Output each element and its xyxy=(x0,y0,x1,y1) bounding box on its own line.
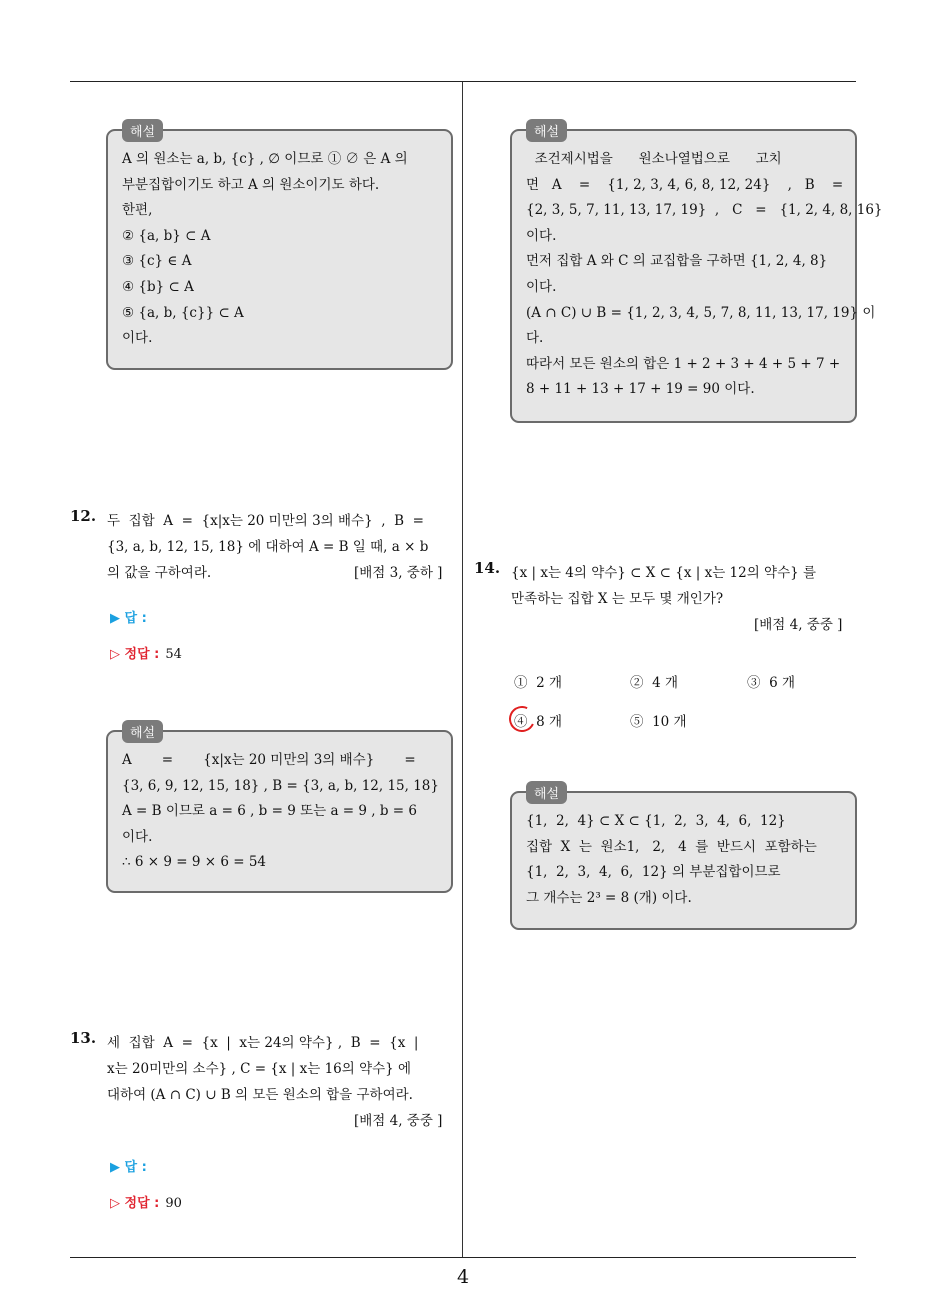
choice-4[interactable]: ④ 8 개 xyxy=(514,714,563,730)
solution-box-13 xyxy=(510,125,883,423)
page-number: 4 xyxy=(456,1266,470,1288)
solution-line: A = {x|x는 20 미만의 3의 배수} = xyxy=(122,752,416,768)
solution-tag: 해설 xyxy=(122,720,163,743)
solution-box-11 xyxy=(106,125,453,370)
solution-line: 이다. xyxy=(122,330,153,347)
choice-1[interactable]: ① 2 개 xyxy=(514,675,563,691)
choice-3[interactable]: ③ 6 개 xyxy=(747,675,796,691)
question-number-12: 12. xyxy=(70,507,97,525)
answer-circle-mark xyxy=(505,702,538,735)
correct-answer-12 xyxy=(110,643,182,662)
solution-tag: 해설 xyxy=(526,781,567,804)
solution-line: {1, 2, 3, 4, 6, 12} 의 부분집합이므로 xyxy=(526,864,781,881)
question-14-line: 만족하는 집합 X 는 모두 몇 개인가? xyxy=(511,591,724,607)
solution-tag: 해설 xyxy=(122,119,163,142)
solution-line: ⑤ {a, b, {c}} ⊂ A xyxy=(122,304,244,321)
solution-line: {1, 2, 4} ⊂ X ⊂ {1, 2, 3, 4, 6, 12} xyxy=(526,813,786,829)
solution-line: 8 + 11 + 13 + 17 + 19 = 90 이다. xyxy=(526,381,755,398)
choice-5[interactable]: ⑤ 10 개 xyxy=(630,714,687,730)
solution-line: A = B 이므로 a = 6 , b = 9 또는 a = 9 , b = 6 xyxy=(122,803,417,820)
question-number-14: 14. xyxy=(474,559,501,577)
solution-line: ∴ 6 × 9 = 9 × 6 = 54 xyxy=(122,854,266,871)
correct-value-13: 90 xyxy=(165,1196,182,1211)
question-13-line: 대하여 (A ∩ C) ∪ B 의 모든 원소의 합을 구하여라. xyxy=(107,1087,413,1103)
answer-label-13: ▶ 답 : xyxy=(110,1160,147,1175)
solution-line: 조건제시법을 원소나열법으로 고치 xyxy=(526,151,782,167)
solution-line: 부분집합이기도 하고 A 의 원소이기도 하다. xyxy=(122,176,380,193)
question-14-difficulty: [배점 4, 중중 ] xyxy=(754,617,843,633)
solution-tag: 해설 xyxy=(526,119,567,142)
solution-box-14 xyxy=(510,787,857,930)
correct-answer-13 xyxy=(110,1192,182,1211)
solution-line: 이다. xyxy=(526,227,557,244)
footer-rule xyxy=(70,1257,856,1258)
solution-box-12 xyxy=(106,726,453,893)
question-14-line: {x | x는 4의 약수} ⊂ X ⊂ {x | x는 12의 약수} 를 xyxy=(511,565,817,581)
solution-line: 먼저 집합 A 와 C 의 교집합을 구하면 {1, 2, 4, 8} xyxy=(526,253,828,270)
solution-line: 그 개수는 2³ = 8 (개) 이다. xyxy=(526,889,692,906)
solution-line: ④ {b} ⊂ A xyxy=(122,278,194,295)
choice-2[interactable]: ② 4 개 xyxy=(630,675,679,691)
solution-line: 이다. xyxy=(526,278,557,295)
header-rule xyxy=(70,81,856,82)
solution-line: {3, 6, 9, 12, 15, 18} , B = {3, a, b, 12, 15, 18} xyxy=(122,777,439,794)
question-12-difficulty: [배점 3, 중하 ] xyxy=(354,565,443,581)
solution-line: 따라서 모든 원소의 합은 1 + 2 + 3 + 4 + 5 + 7 + xyxy=(526,355,841,372)
question-12-line: 의 값을 구하여라. xyxy=(107,565,212,581)
question-13-difficulty: [배점 4, 중중 ] xyxy=(354,1113,443,1129)
solution-line: 한편, xyxy=(122,202,153,219)
answer-label-12: ▶ 답 : xyxy=(110,611,147,626)
solution-line: 면 A = {1, 2, 3, 4, 6, 8, 12, 24} , B = xyxy=(526,176,844,193)
question-13-line: x는 20미만의 소수} , C = {x | x는 16의 약수} 에 xyxy=(107,1061,412,1077)
solution-line: 이다. xyxy=(122,828,153,845)
solution-line: A 의 원소는 a, b, {c} , ∅ 이므로 ① ∅ 은 A 의 xyxy=(122,151,408,167)
correct-value-12: 54 xyxy=(165,647,182,662)
solution-line: 다. xyxy=(526,330,544,347)
question-12-line: 두 집합 A = {x|x는 20 미만의 3의 배수} , B = xyxy=(107,513,424,529)
solution-line: ② {a, b} ⊂ A xyxy=(122,227,211,244)
solution-line: (A ∩ C) ∪ B = {1, 2, 3, 4, 5, 7, 8, 11, 13, 17, 19} 이 xyxy=(526,304,876,321)
solution-line: {2, 3, 5, 7, 11, 13, 17, 19} , C = {1, 2, 4, 8, 16} xyxy=(526,202,883,219)
solution-line: ③ {c} ∈ A xyxy=(122,253,192,270)
column-divider xyxy=(462,82,463,1258)
question-13-line: 세 집합 A = {x | x는 24의 약수} , B = {x | xyxy=(107,1035,419,1051)
question-number-13: 13. xyxy=(70,1029,97,1047)
question-12-line: {3, a, b, 12, 15, 18} 에 대하여 A = B 일 때, a × b xyxy=(107,539,429,555)
correct-label: ▷ 정답 : xyxy=(110,1196,160,1211)
solution-line: 집합 X 는 원소1, 2, 4 를 반드시 포함하는 xyxy=(526,838,817,855)
correct-label: ▷ 정답 : xyxy=(110,647,160,662)
